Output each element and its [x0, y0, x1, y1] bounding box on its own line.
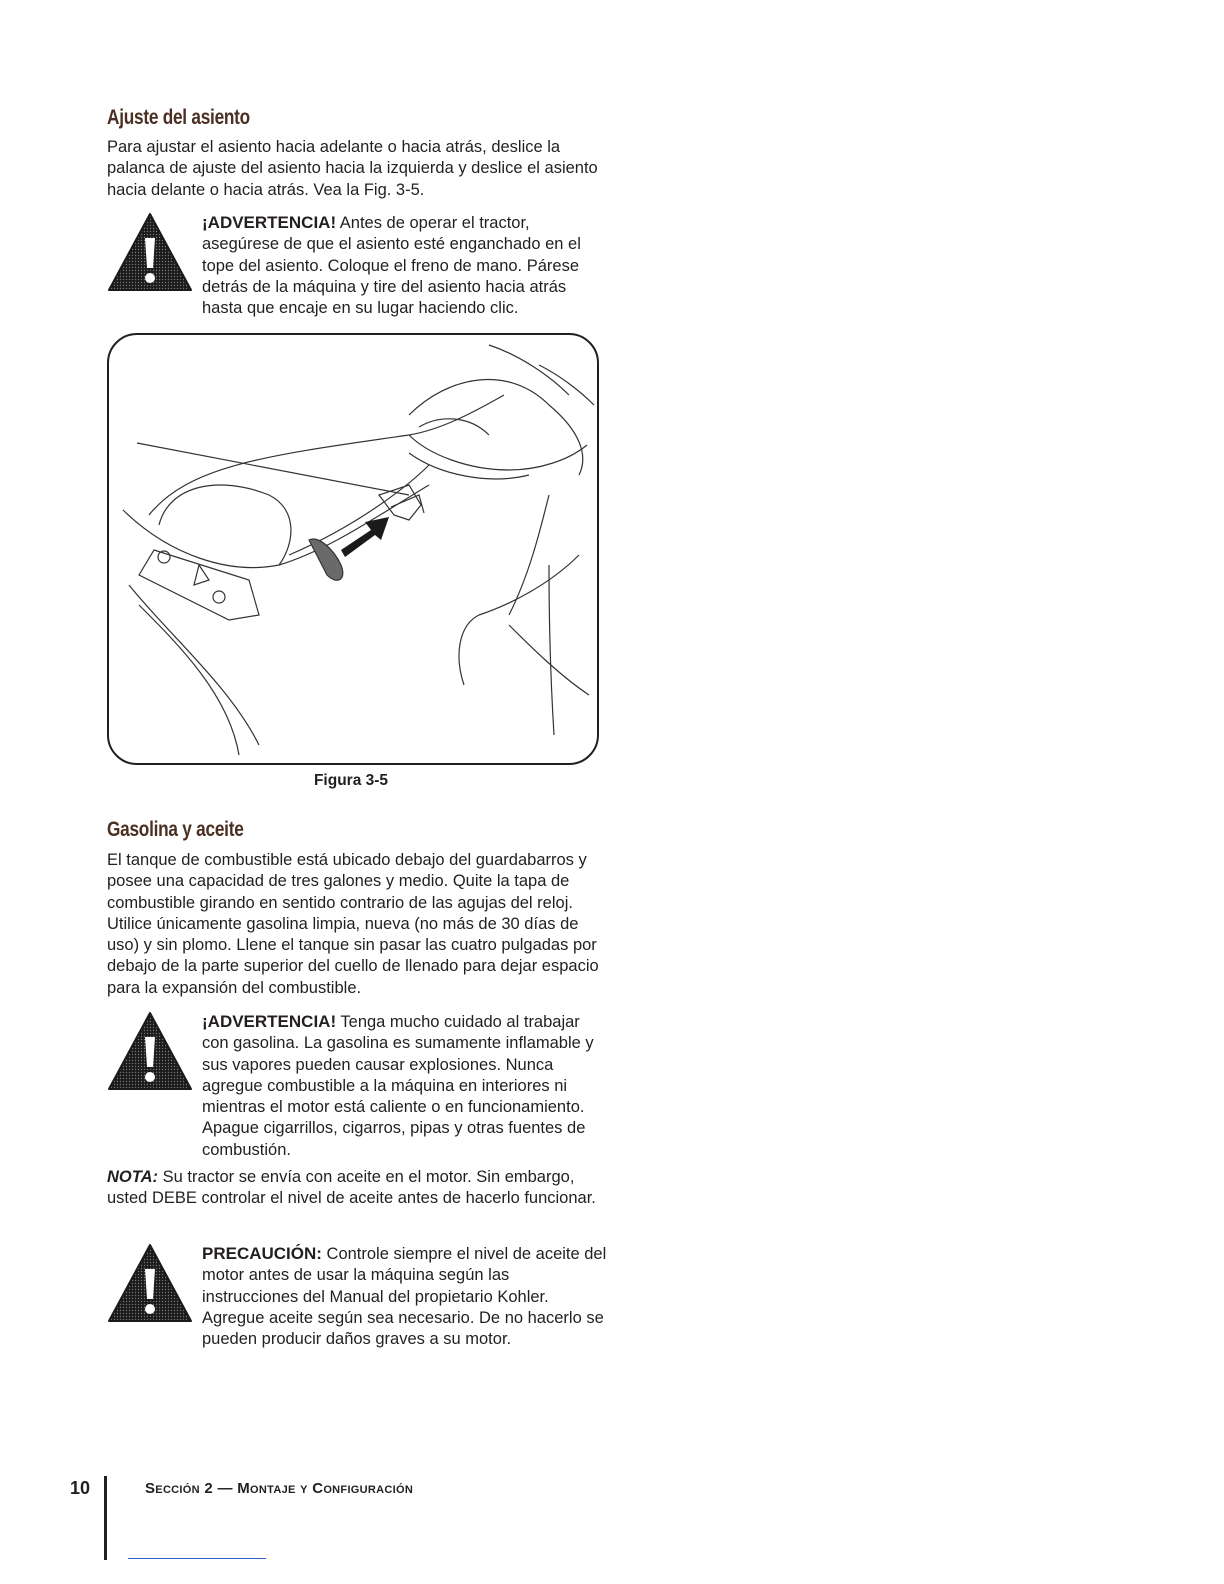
- note-body: Su tractor se envía con aceite en el motor. Sin embargo, usted DEBE controlar el nivel de aceite antes de hacerlo funcionar.: [107, 1168, 596, 1208]
- caution-triangle-icon: [107, 1243, 193, 1323]
- note-text: [107, 1167, 607, 1210]
- caution-oil-body: Controle siempre el nivel de aceite del motor antes de usar la máquina según las instrucciones del Manual del propietario Kohler. Agregue aceite según sea necesario. De no hacerlo se pueden producir daños graves a su motor.: [202, 1245, 607, 1349]
- heading-fuel-oil: Gasolina y aceite: [107, 818, 244, 841]
- bottom-rule: [128, 1558, 266, 1559]
- note-label: NOTA:: [107, 1168, 159, 1186]
- warning-fuel-lead: ¡ADVERTENCIA!: [202, 1012, 337, 1031]
- caution-oil-text: [202, 1243, 607, 1350]
- caution-oil-lead: PRECAUCIÓN:: [202, 1244, 322, 1263]
- warning-fuel-body: Tenga mucho cuidado al trabajar con gasolina. La gasolina es sumamente inflamable y sus vapores pueden causar explosiones. Nunca agregue combustible a la máquina en interiores ni mientras el motor está caliente o en funcionamiento. Apague cigarrillos, cigarros, pipas y otras fuentes de combustión.: [202, 1013, 594, 1159]
- section-fuel-oil: [107, 818, 607, 999]
- warning-triangle-icon: [107, 212, 193, 292]
- warning-triangle-icon: [107, 1011, 193, 1091]
- seat-lever-illustration: [109, 335, 597, 763]
- warning-seat-body: Antes de operar el tractor, asegúrese de que el asiento esté enganchado en el tope del asiento. Coloque el freno de mano. Párese detrás de la máquina y tire del asiento hacia atrás hasta que encaje en su lugar haciendo clic.: [202, 214, 581, 318]
- figure-caption: Figura 3-5: [313, 772, 389, 789]
- note-block: [107, 1167, 607, 1210]
- warning-seat-text: [202, 212, 607, 319]
- footer-divider: [104, 1476, 107, 1560]
- warning-fuel-text: [202, 1011, 607, 1161]
- footer-section-title: Sección 2 — Montaje y Configuración: [145, 1480, 414, 1497]
- seat-adjust-body: Para ajustar el asiento hacia adelante o hacia atrás, deslice la palanca de ajuste del asiento hacia la izquierda y deslice el asiento hacia delante o hacia atrás. Vea la Fig. 3-5.: [107, 138, 598, 199]
- figure-seat-lever: [107, 333, 599, 765]
- page-number: 10: [70, 1478, 91, 1498]
- heading-seat-adjust: Ajuste del asiento: [107, 106, 250, 129]
- fuel-oil-body: El tanque de combustible está ubicado debajo del guardabarros y posee una capacidad de tres galones y medio. Quite la tapa de combustible girando en sentido contrario de las agujas del reloj. Utilice únicamente gasolina limpia, nueva (no más de 30 días de uso) y sin plomo. Llene el tanque sin pasar las cuatro pulgadas por debajo de la parte superior del cuello de llenado para dejar espacio para la expansión del combustible.: [107, 851, 599, 997]
- warning-seat-lead: ¡ADVERTENCIA!: [202, 213, 337, 232]
- section-seat-adjust: [107, 106, 607, 201]
